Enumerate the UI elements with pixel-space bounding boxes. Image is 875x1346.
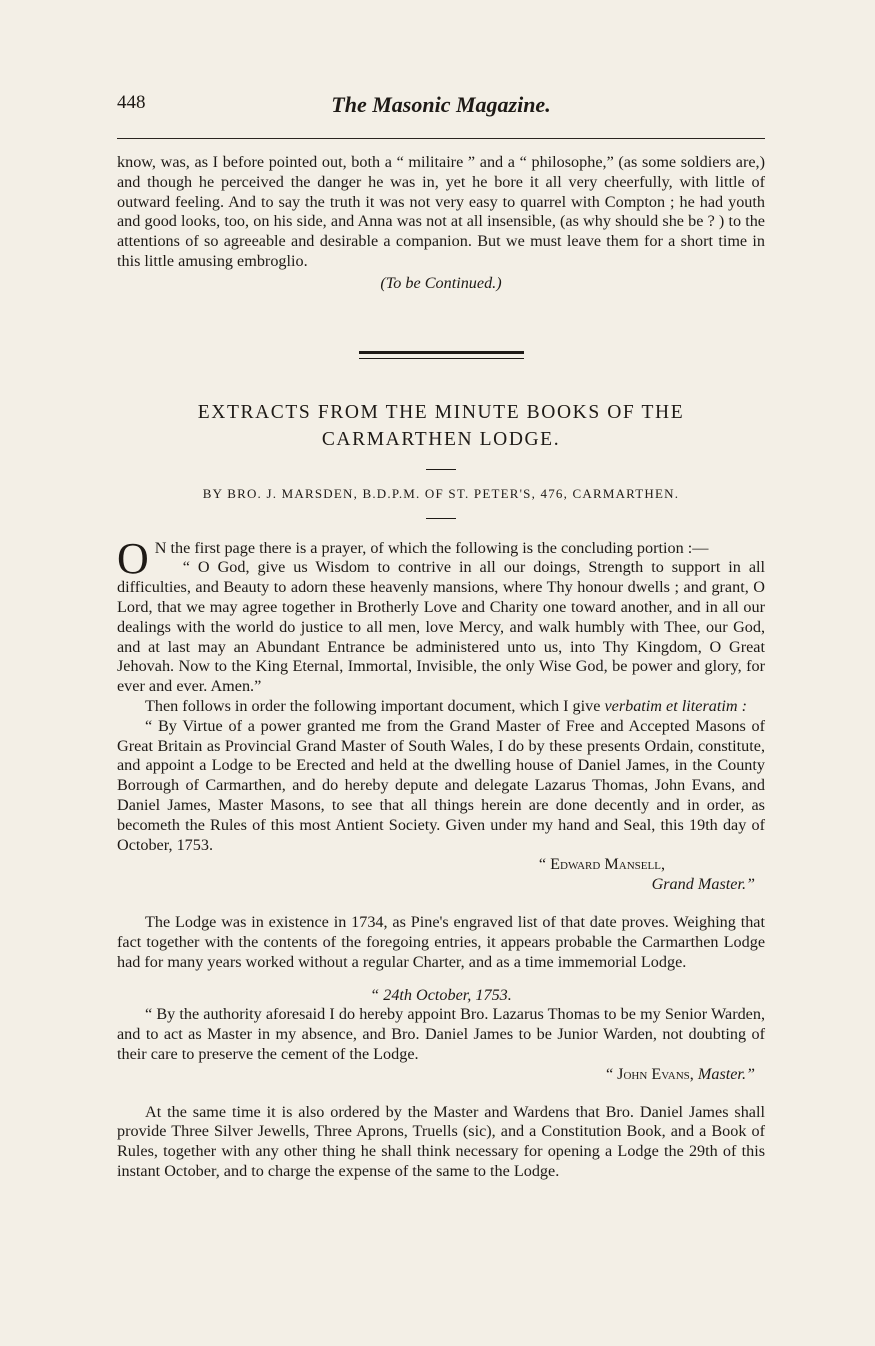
divider-thick xyxy=(359,351,524,354)
page-number: 448 xyxy=(117,92,146,113)
article-title-line1: EXTRACTS FROM THE MINUTE BOOKS OF THE xyxy=(197,401,685,423)
lodge-existence-paragraph: The Lodge was in existence in 1734, as Pine's engraved list of that date proves. Weighing that fact together with the contents of the foregoing entries, it appears probable the Carmarthen Lodge had for many years worked without a regular Charter, and as a time immemorial Lodge. xyxy=(117,912,765,971)
article-title xyxy=(117,399,765,453)
verbatim-phrase: verbatim et literatim : xyxy=(604,696,747,715)
signature-evans xyxy=(117,1065,755,1085)
date-text: “ 24th October, 1753. xyxy=(370,986,512,1005)
page-header xyxy=(117,92,765,128)
byline: BY BRO. J. MARSDEN, B.D.P.M. OF ST. PETER'S, 476, CARMARTHEN. xyxy=(202,485,680,501)
signature-mansell xyxy=(117,855,755,895)
signature-evans-name: “ John Evans, xyxy=(605,1064,694,1083)
intro-paragraph: know, was, as I before pointed out, both a “ militaire ” and a “ philosophe,” (as some soldiers are,) and though he perceived the danger he was in, yet he bore it all very cheerfully, with little of outward feeling. And to say the truth it was not very easy to quarrel with Compton ; he had youth and good looks, too, on his side, and Anna was not at all insensible, (as why should she be ? ) to the attentions of so agreeable and desirable a companion. But we must leave them for a short time in this little amusing embroglio. xyxy=(117,153,765,270)
title-rule xyxy=(426,469,456,470)
first-paragraph xyxy=(117,533,765,583)
prayer-text: “ O God, give us Wisdom to contrive in all our doings, Strength to support in all difficulties, and Beauty to adorn these heavenly mansions, where Thy honour dwells ; and grant, O Lord, that we may agree together in Brotherly Love and Charity one toward another, and in all our dealings with the world do justice to all men, love Mercy, and walk humbly with Thee, our God, and at last may an Abundant Entrance be administered unto us, into Thy Kingdom, O Great Jehovah. Now to the King Eternal, Immortal, Invisible, the only Wise God, be power and glory, for ever and ever. Amen.” xyxy=(117,558,765,696)
drop-cap: O xyxy=(117,533,149,583)
section-divider xyxy=(359,351,524,359)
spacer xyxy=(117,1085,765,1103)
continued-note: (To be Continued.) xyxy=(380,273,502,292)
date-heading xyxy=(117,986,765,1005)
running-title: The Masonic Magazine. xyxy=(331,92,551,117)
signature-mansell-title: Grand Master.” xyxy=(651,875,755,894)
warrant-text: “ By Virtue of a power granted me from the Grand Master of Free and Accepted Masons of Great Britain as Provincial Grand Master of South Wales, I do by these presents Ordain, constitute, and appoint a Lodge to be Erected and held at the dwelling house of Daniel James, in the County Borrough of Carmarthen, and do hereby depute and delegate Lazarus Thomas, John Evans, and Daniel James, Master Masons, to see that all things herein are done decently and in order, as becometh the Rules of this most Antient Society. Given under my hand and Seal, this 19th day of October, 1753. xyxy=(117,716,765,854)
then-follows-paragraph xyxy=(117,697,765,717)
appointment-text: “ By the authority aforesaid I do hereby appoint Bro. Lazarus Thomas to be my Senior Warden, and to act as Master in my absence, and Bro. Daniel James to be Junior Warden, not doubting of their care to preserve the cement of the Lodge. xyxy=(117,1005,765,1063)
signature-mansell-name: “ Edward Mansell, xyxy=(538,855,665,874)
byline-rule xyxy=(426,518,456,519)
first-paragraph-lead: N the first page there is a prayer, of which the following is the concluding portion :— xyxy=(154,538,709,557)
then-follows-text: Then follows in order the following important document, which I give xyxy=(145,696,601,715)
article-title-line2: CARMARTHEN LODGE. xyxy=(321,428,561,450)
final-paragraph: At the same time it is also ordered by the Master and Wardens that Bro. Daniel James shall provide Three Silver Jewells, Three Aprons, Truells (sic), and a Constitution Book, and a Book of Rules, together with any other thing he shall think necessary for opening a Lodge the 29th of this instant October, and to charge the expense of the same to the Lodge. xyxy=(117,1102,765,1180)
divider-thin xyxy=(359,358,524,359)
spacer xyxy=(117,895,765,913)
header-rule xyxy=(117,138,765,139)
signature-evans-title: Master.” xyxy=(697,1064,755,1083)
